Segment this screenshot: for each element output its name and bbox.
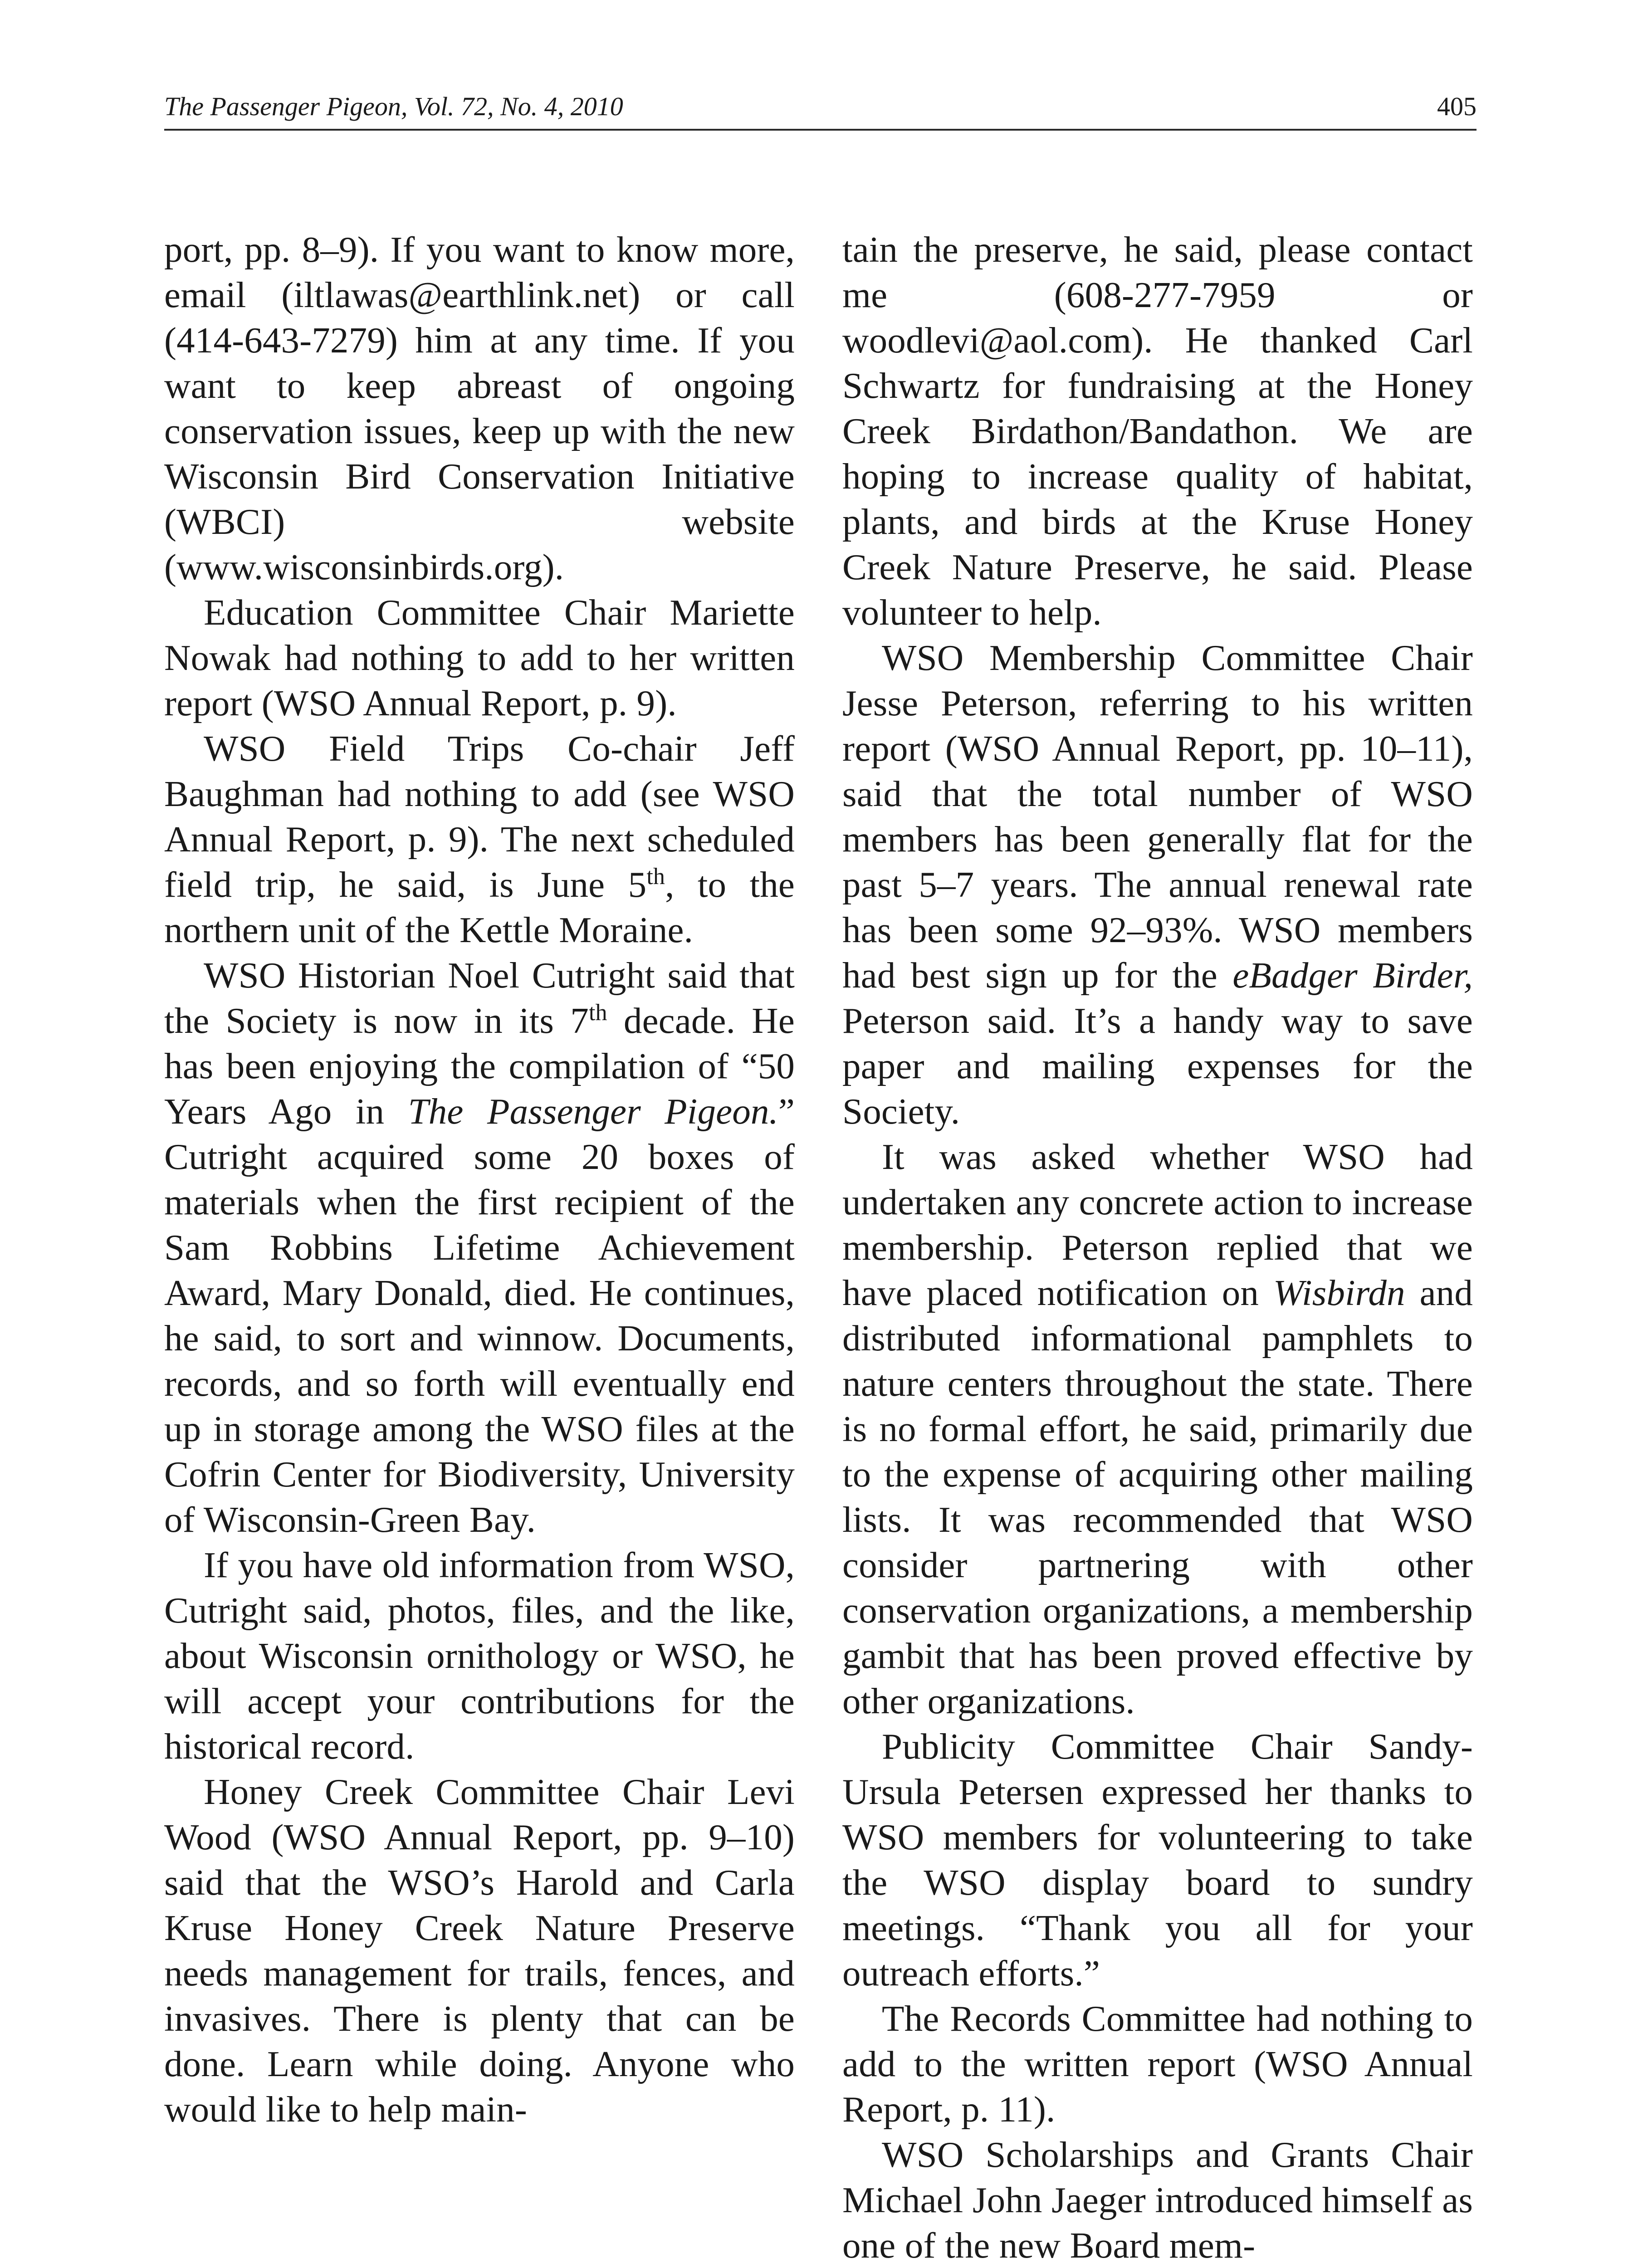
italic-title: eBadger Birder, [1232, 955, 1473, 996]
running-head [164, 89, 1477, 126]
paragraph-membership-committee [842, 635, 1473, 1134]
italic-title: Wisbirdn [1273, 1272, 1405, 1313]
text-run: It was asked whether WSO had undertaken any concrete action to increase membership. Peterson replied that we have placed notification on [842, 1136, 1473, 1313]
paragraph-historical-record: If you have old information from WSO, Cutright said, photos, files, and the like, about Wisconsin ornithology or WSO, he will accept your contributions for the historical record. [164, 1545, 795, 1767]
paragraph-historian [164, 953, 795, 1542]
text-run: ” Cutright acquired some 20 boxes of materials when the first recipient of the Sam Robbins Lifetime Achievement Award, Mary Donald, died. He continues, he said, to sort and winnow. Documents, records, and so forth will eventually end up in storage among the WSO files at the Cofrin Center for Biodiversity, University of Wisconsin-Green Bay. [164, 1091, 795, 1540]
right-column [842, 227, 1473, 2268]
text-run: WSO Membership Committee Chair Jesse Peterson, referring to his written report (WSO Annual Report, pp. 10–11), said that the total number of WSO members has been generally flat for the past 5–7 years. The annual renewal rate has been some 92–93%. WSO members had best sign up for the [842, 637, 1473, 996]
paragraph-continued: tain the preserve, he said, please contact me (608-277-7959 or woodlevi@aol.com). He thanked Carl Schwartz for fundraising at the Honey Creek Birdathon/Bandathon. We are hoping to increase quality of habitat, plants, and birds at the Kruse Honey Creek Nature Preserve, he said. Please volunteer to help. [842, 229, 1473, 633]
text-run: Peterson said. It’s a handy way to save paper and mailing expenses for the Society. [842, 1000, 1473, 1132]
left-column [164, 227, 795, 2132]
running-title: The Passenger Pigeon, Vol. 72, No. 4, 2010 [164, 92, 623, 121]
paragraph-scholarships: WSO Scholarships and Grants Chair Michael John Jaeger introduced himself as one of the new Board mem- [842, 2134, 1473, 2266]
text-run: WSO Field Trips Co-chair Jeff Baughman had nothing to add (see WSO Annual Report, p. 9). The next scheduled field trip, he said, is June 5 [164, 728, 795, 905]
italic-title: The Passenger Pigeon. [408, 1091, 778, 1132]
paragraph-education-committee: Education Committee Chair Mariette Nowak had nothing to add to her written report (WSO Annual Report, p. 9). [164, 592, 795, 723]
superscript: th [588, 1000, 607, 1026]
text-run: WSO Historian Noel Cutright said that the Society is now in its 7 [164, 955, 795, 1041]
paragraph-publicity-committee: Publicity Committee Chair Sandy-Ursula Petersen expressed her thanks to WSO members for volunteering to take the WSO display board to sundry meetings. “Thank you all for your outreach efforts.” [842, 1726, 1473, 1994]
header-rule [164, 129, 1477, 131]
text-run: decade. He has been enjoying the compilation of “50 Years Ago in [164, 1000, 795, 1132]
page-number: 405 [1437, 92, 1477, 121]
text-run: , to the northern unit of the Kettle Moraine. [164, 864, 795, 950]
paragraph-field-trips [164, 726, 795, 953]
paragraph-honey-creek: Honey Creek Committee Chair Levi Wood (WSO Annual Report, pp. 9–10) said that the WSO’s Harold and Carla Kruse Honey Creek Nature Preserve needs management for trails, fences, and invasives. There is plenty that can be done. Learn while doing. Anyone who would like to help main- [164, 1771, 795, 2130]
paragraph-continued: port, pp. 8–9). If you want to know more, email (iltlawas@earthlink.net) or call (414-643-7279) him at any time. If you want to keep abreast of ongoing conservation issues, keep up with the new Wisconsin Bird Conservation Initiative (WBCI) website (www.wisconsinbirds.org). [164, 229, 795, 587]
text-run: and distributed informational pamphlets to nature centers throughout the state. There is no formal effort, he said, primarily due to the expense of acquiring other mailing lists. It was recommended that WSO consider partnering with other conservation organizations, a membership gambit that has been proved effective by other organizations. [842, 1272, 1473, 1721]
superscript: th [646, 864, 665, 890]
paragraph-membership-action [842, 1134, 1473, 1724]
paragraph-records-committee: The Records Committee had nothing to add to the written report (WSO Annual Report, p. 11). [842, 1998, 1473, 2130]
